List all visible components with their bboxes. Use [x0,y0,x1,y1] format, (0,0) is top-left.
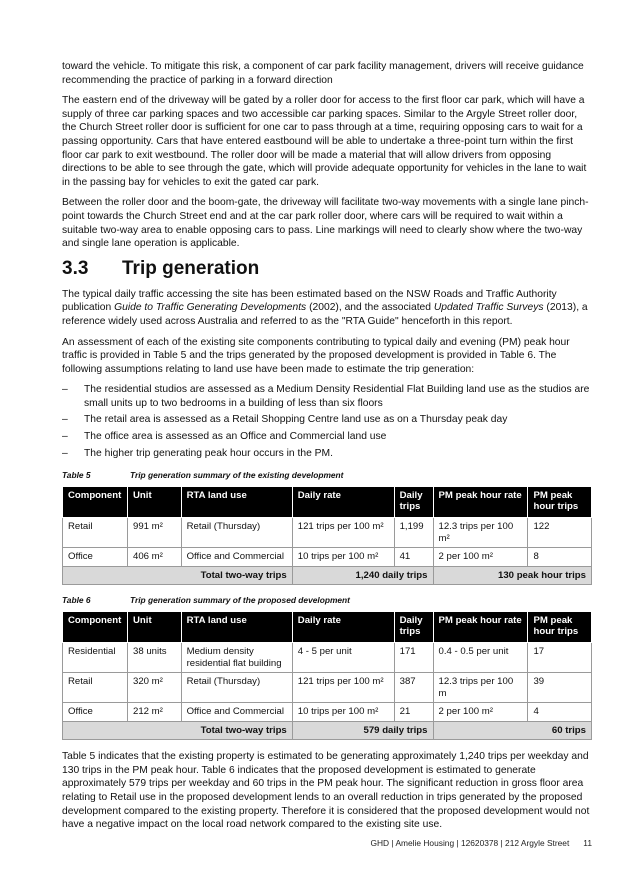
header-component: Component [63,487,128,518]
page-number: 11 [583,838,592,848]
table5-caption-text: Trip generation summary of the existing development [130,470,344,481]
list-item-text: The retail area is assessed as a Retail Shopping Centre land use as on a Thursday peak day [84,414,508,426]
list-item [62,413,592,427]
paragraph-assessment: An assessment of each of the existing site components contributing to typical daily and evening (PM) peak hour traffic is provided in Table 5 and the trips generated by the proposed development is provided in Table 6. The following assumptions relating to land use have been made to estimate the trip generation: [62,336,570,375]
header-rta-land-use: RTA land use [181,612,292,643]
cell-unit: 320 m² [127,673,181,703]
bullet-dash: – [62,431,68,443]
cell-daily-trips: 171 [394,643,433,673]
section-number: 3.3 [62,257,89,279]
bullet-dash: – [62,384,68,396]
cell-land-use: Retail (Thursday) [181,518,292,548]
table-header-row [63,487,592,518]
cell-daily-trips: 387 [394,673,433,703]
header-daily-rate: Daily rate [292,612,394,643]
cell-unit: 991 m² [127,518,181,548]
cell-land-use: Medium density residential flat building [181,643,292,673]
list-item-text: The residential studios are assessed as a Medium Density Residential Flat Building land use as the studios are small units up to two bedrooms in a building of less than six floors [84,384,590,409]
cell-daily-rate: 10 trips per 100 m² [292,703,394,722]
total-label: Total two-way trips [63,566,293,585]
intro-middle: (2002), and the associated [306,302,434,314]
cell-pm-trips: 4 [528,703,592,722]
document-page [62,60,592,839]
cell-pm-rate: 2 per 100 m² [433,548,528,567]
table5-existing-development [62,486,592,585]
header-pm-peak-trips: PM peak hour trips [528,487,592,518]
page-footer [370,838,592,848]
table-header-row [63,612,592,643]
table6-label: Table 6 [62,595,91,606]
footer-text: GHD | Amelie Housing | 12620378 | 212 Argyle Street [370,838,570,848]
intro-after: (2013), a reference widely used across Australia and referred to as the "RTA Guide" henceforth in this report. [62,302,588,327]
list-item [62,447,592,461]
cell-daily-trips: 41 [394,548,433,567]
intro-before: The typical daily traffic accessing the site has been estimated based on the NSW Roads and Traffic Authority publication [62,288,557,314]
table6-caption [62,595,592,605]
cell-pm-rate: 12.3 trips per 100 m² [433,518,528,548]
total-daily-trips: 1,240 daily trips [292,566,433,585]
header-rta-land-use: RTA land use [181,487,292,518]
table6-proposed-development [62,611,592,740]
list-item [62,383,592,410]
table6-caption-text: Trip generation summary of the proposed development [130,595,350,606]
cell-pm-trips: 17 [528,643,592,673]
list-item [62,430,592,444]
intro-surveys-title: Updated Traffic Surveys [433,302,544,314]
paragraph-roller-door: The eastern end of the driveway will be gated by a roller door for access to the first floor car park, which will have a supply of three car parking spaces and two accessible car parking spaces. Similar to the Argyle Street roller door, the Church Street roller door is sufficient for one car to pass through at a time, requiring opposing cars to wait for a passing opportunity. Cars that have entered eastbound will be able to undertake a three-point turn within the first floor car park to exit westbound. The roller door will be made a material that will allow drivers from opposing directions to be able to see through the gate, which will provide adequate opportunity for vehicles in the lane to wait in the passing bay for vehicles to exit the gated car park. [62,95,587,188]
paragraph-driveway: Between the roller door and the boom-gate, the driveway will facilitate two-way movements with a single lane pinch-point towards the Church Street end and at the car park roller door, where cars will be required to wait within a suitable two-way area to enable opposing cars to pass. Line markings will need to clearly show where the two-way and single lane operation is applicable. [62,197,589,250]
header-daily-trips: Daily trips [394,612,433,643]
cell-pm-trips: 8 [528,548,592,567]
table-row [63,518,592,548]
table-row [63,673,592,703]
total-peak-trips: 130 peak hour trips [433,566,591,585]
cell-daily-rate: 10 trips per 100 m² [292,548,394,567]
cell-land-use: Office and Commercial [181,703,292,722]
cell-land-use: Office and Commercial [181,548,292,567]
header-pm-peak-trips: PM peak hour trips [528,612,592,643]
cell-pm-rate: 0.4 - 0.5 per unit [433,643,528,673]
table-total-row [63,721,592,740]
header-component: Component [63,612,128,643]
assumption-list [62,383,592,460]
cell-daily-trips: 21 [394,703,433,722]
table-row [63,643,592,673]
table-row [63,703,592,722]
total-label: Total two-way trips [63,721,293,740]
cell-land-use: Retail (Thursday) [181,673,292,703]
cell-pm-rate: 12.3 trips per 100 m [433,673,528,703]
cell-daily-trips: 1,199 [394,518,433,548]
cell-component: Office [63,548,128,567]
table5-caption [62,470,592,480]
bullet-dash: – [62,414,68,426]
header-unit: Unit [127,612,181,643]
cell-component: Retail [63,518,128,548]
list-item-text: The office area is assessed as an Office and Commercial land use [84,431,387,443]
cell-daily-rate: 4 - 5 per unit [292,643,394,673]
cell-pm-trips: 122 [528,518,592,548]
cell-unit: 38 units [127,643,181,673]
paragraph-conclusion: Table 5 indicates that the existing property is estimated to be generating approximately 1,240 trips per weekday and 130 trips in the PM peak hour. Table 6 indicates that the proposed development is estimated to generate approximately 579 trips per weekday and 60 trips in the PM peak hour. The significant reduction in gross floor area relating to Retail use in the proposed development lends to an overall reduction in trips generated by the proposed development compared to the existing property. Therefore it is considered that the proposed development would not have a negative impact on the local road network compared to the existing site use. [62,751,590,831]
total-daily-trips: 579 daily trips [292,721,433,740]
total-peak-trips: 60 trips [433,721,591,740]
cell-component: Retail [63,673,128,703]
cell-daily-rate: 121 trips per 100 m² [292,518,394,548]
table-row [63,548,592,567]
paragraph-parking-direction: toward the vehicle. To mitigate this risk, a component of car park facility management, drivers will receive guidance recommending the practice of parking in a forward direction [62,61,584,86]
header-pm-peak-rate: PM peak hour rate [433,487,528,518]
bullet-dash: – [62,447,68,459]
cell-component: Residential [63,643,128,673]
header-pm-peak-rate: PM peak hour rate [433,612,528,643]
cell-pm-trips: 39 [528,673,592,703]
header-daily-rate: Daily rate [292,487,394,518]
section-title: Trip generation [122,257,260,279]
cell-unit: 212 m² [127,703,181,722]
header-daily-trips: Daily trips [394,487,433,518]
list-item-text: The higher trip generating peak hour occurs in the PM. [84,447,333,459]
table-total-row [63,566,592,585]
cell-pm-rate: 2 per 100 m² [433,703,528,722]
header-unit: Unit [127,487,181,518]
section-heading [62,258,592,280]
cell-unit: 406 m² [127,548,181,567]
cell-component: Office [63,703,128,722]
table5-label: Table 5 [62,470,91,481]
intro-guide-title: Guide to Traffic Generating Developments [114,302,307,314]
paragraph-intro [62,288,592,329]
cell-daily-rate: 121 trips per 100 m² [292,673,394,703]
